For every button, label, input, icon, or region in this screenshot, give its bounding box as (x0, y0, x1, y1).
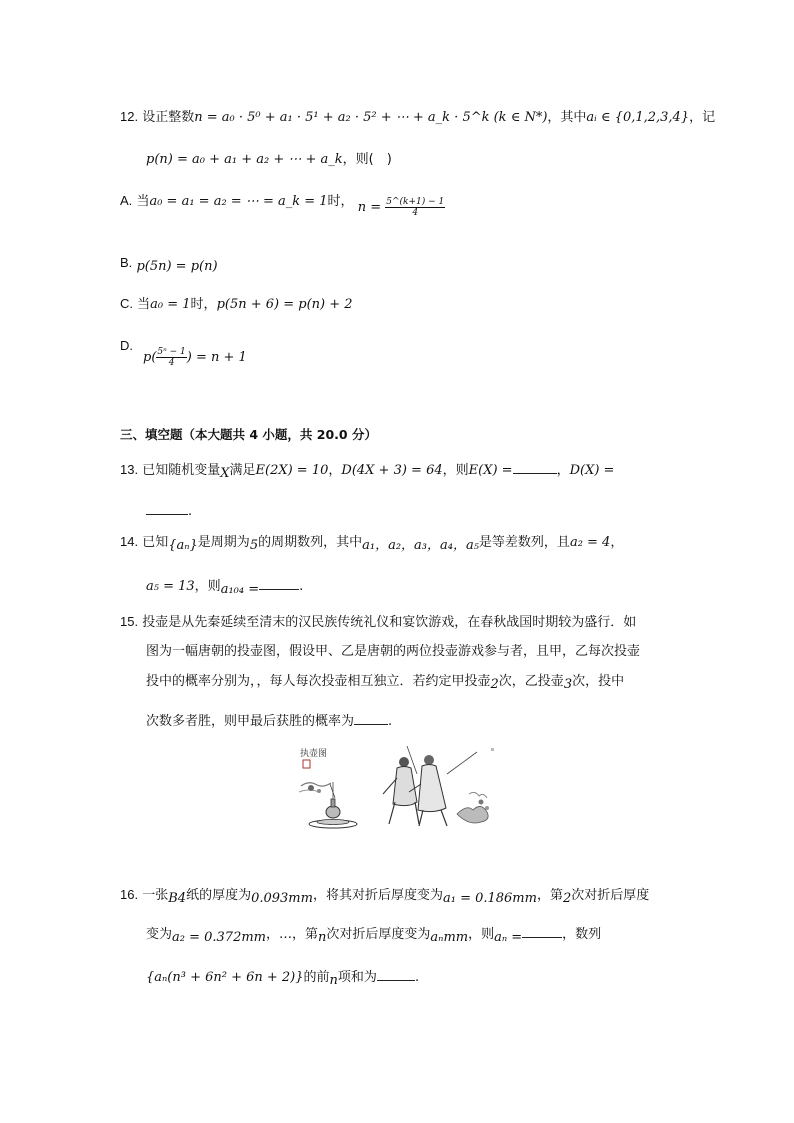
q13-formula4: D(X) = (569, 463, 615, 478)
q12-text: ，则( ) (342, 152, 392, 167)
q16-formula-n2: n (329, 973, 338, 988)
q13-formula2: D(4X + 3) = 64 (341, 463, 443, 478)
q12-formula-set: aᵢ ∈ {0,1,2,3,4} (586, 110, 690, 125)
q13-formula1: E(2X) = 10 (255, 463, 329, 478)
q12-option-b (120, 253, 218, 274)
q16-formula-thickness: 0.093mm (251, 891, 313, 906)
q14-formula-a104: a₁₀₄ = (220, 582, 260, 597)
q16-line1 (120, 885, 649, 906)
option-d-lhs: p( (143, 350, 157, 365)
q16-formula-series: {aₙ(n³ + 6n² + 6n + 2)} (146, 970, 304, 985)
q16-text: 次对折后厚度变为 (326, 927, 431, 942)
q13-line1 (120, 460, 614, 481)
q15-end: . (388, 714, 393, 729)
q12-text: 设正整数 (142, 110, 195, 125)
q13-text: ，则 (442, 463, 469, 478)
option-d-label: D. (120, 338, 133, 353)
q12-option-c (120, 294, 353, 315)
q12-formula-n: n = a₀ · 5⁰ + a₁ · 5¹ + a₂ · 5² + ⋯ + a_k · 5^k (k ∈ N*) (194, 110, 548, 125)
option-c-formula1: a₀ = 1 (150, 297, 191, 312)
q12-number: 12. (120, 109, 139, 124)
q12-line1 (120, 107, 715, 128)
q15-text: 次，乙投壶 (498, 674, 564, 689)
option-c-text: 时， (190, 297, 217, 312)
q16-answer-blank-1[interactable] (522, 937, 562, 938)
q16-formula-a2: a₂ = 0.372mm (172, 930, 267, 945)
option-d-denominator: 4 (168, 358, 175, 368)
q15-text-line1: 投壶是从先秦延续至清末的汉民族传统礼仪和宴饮游戏，在春秋战国时期较为盛行．如 (142, 615, 637, 630)
q14-end: . (299, 579, 304, 594)
q14-formula-period: 5 (249, 538, 259, 553)
q14-line1 (120, 532, 623, 553)
option-a-fraction (385, 197, 445, 218)
painting-title-text: 执壶图 (300, 749, 328, 759)
option-b-formula: p(5n) = p(n) (136, 259, 218, 274)
q15-text: 次，投中 (572, 674, 625, 689)
q13-text: 满足 (229, 463, 256, 478)
q14-text: 已知 (142, 535, 169, 550)
q16-text: ，第 (536, 888, 563, 903)
q14-formula-terms: a₁，a₂，a₃，a₄，a₅ (362, 538, 479, 553)
section-heading: 三、填空题（本大题共 4 小题，共 20.0 分） (120, 427, 377, 442)
q16-formula-an: aₙ = (494, 930, 523, 945)
q16-text: 变为 (146, 927, 173, 942)
q14-number: 14. (120, 534, 139, 549)
q16-number: 16. (120, 887, 139, 902)
q12-option-a (120, 191, 445, 218)
q16-text: ，则 (468, 927, 495, 942)
q15-line1 (120, 612, 636, 633)
q13-text: 已知随机变量 (142, 463, 221, 478)
q14-line2 (146, 577, 303, 597)
option-c-formula2: p(5n + 6) = p(n) + 2 (216, 297, 353, 312)
q16-formula-n: n (318, 930, 327, 945)
option-d-numerator: 5ⁿ − 1 (157, 347, 186, 357)
q13-number: 13. (120, 462, 139, 477)
q14-formula-a2: a₂ = 4 (569, 535, 611, 550)
q12-option-d (120, 336, 133, 357)
q15-text: 投中的概率分别为，，每人每次投壶相互独立．若约定甲投壶 (146, 674, 491, 689)
q14-text: 是等差数列，且 (478, 535, 570, 550)
option-c-label: C. (120, 296, 133, 311)
option-a-denominator: 4 (412, 208, 419, 218)
q12-line2 (146, 150, 392, 170)
q15-count-jia: 2 (490, 677, 499, 692)
q15-text: 次数多者胜，则甲最后获胜的概率为 (146, 714, 355, 729)
q12-text: ，记 (689, 110, 716, 125)
q14-text: 的周期数列，其中 (258, 535, 363, 550)
q16-answer-blank-2[interactable] (377, 980, 415, 981)
option-b-label: B. (120, 255, 133, 270)
q14-text: ， (610, 535, 624, 550)
q16-text: ，…，第 (266, 927, 319, 942)
q16-text: ，将其对折后厚度变为 (312, 888, 443, 903)
q16-formula-a1: a₁ = 0.186mm (442, 891, 537, 906)
q14-formula-a5: a₅ = 13 (146, 579, 195, 594)
q15-number: 15. (120, 614, 139, 629)
q16-text: 纸的厚度为 (186, 888, 252, 903)
q15-count-yi: 3 (563, 677, 573, 692)
q16-formula-b4: B4 (168, 891, 187, 906)
option-a-text: 时， (327, 194, 354, 209)
q16-formula-2: 2 (562, 891, 572, 906)
q16-text: 的前 (303, 970, 330, 985)
option-c-text: 当 (137, 297, 151, 312)
q14-answer-blank[interactable] (259, 589, 299, 590)
q16-end: . (414, 970, 420, 985)
option-a-numerator: 5^(k+1) − 1 (386, 197, 445, 207)
q13-answer-blank-1[interactable] (513, 473, 557, 474)
q16-line3 (146, 968, 419, 988)
q16-line2 (146, 925, 601, 945)
q13-text: ， (328, 463, 342, 478)
q12-text: ，其中 (547, 110, 587, 125)
q13-answer-blank-2[interactable] (146, 514, 188, 515)
q13-end: . (188, 504, 193, 519)
q16-formula-an-mm: aₙmm (430, 930, 469, 945)
option-d-fraction (156, 347, 186, 368)
q15-answer-blank[interactable] (354, 724, 388, 725)
q15-text-line2: 图为一幅唐朝的投壶图，假设甲、乙是唐朝的两位投壶游戏参与者，且甲，乙每次投壶 (146, 644, 641, 659)
q14-formula-seq: {aₙ} (168, 538, 198, 553)
q16-text: 一张 (142, 888, 169, 903)
option-a-label: A. (120, 193, 133, 208)
q13-formula3: E(X) = (468, 463, 513, 478)
q14-text: 是周期为 (197, 535, 250, 550)
q16-text: 项和为 (337, 970, 377, 985)
q13-line2 (146, 502, 192, 522)
option-a-formula: a₀ = a₁ = a₂ = ⋯ = a_k = 1 (149, 194, 328, 209)
q12-option-d-formula (143, 347, 247, 368)
option-d-rhs: ) = n + 1 (186, 350, 247, 365)
option-a-text: 当 (136, 194, 150, 209)
pitch-pot-painting (297, 744, 495, 840)
q12-formula-p: p(n) = a₀ + a₁ + a₂ + ⋯ + a_k (146, 152, 343, 167)
q15-line4 (146, 712, 392, 732)
option-a-lhs: n = (357, 200, 382, 215)
q13-var: X (220, 466, 230, 481)
q16-text: 次对折后厚度 (571, 888, 650, 903)
q14-text: ，则 (194, 579, 221, 594)
q15-line3 (146, 672, 624, 692)
q13-text: ， (556, 463, 570, 478)
q16-text: ，数列 (562, 927, 602, 942)
